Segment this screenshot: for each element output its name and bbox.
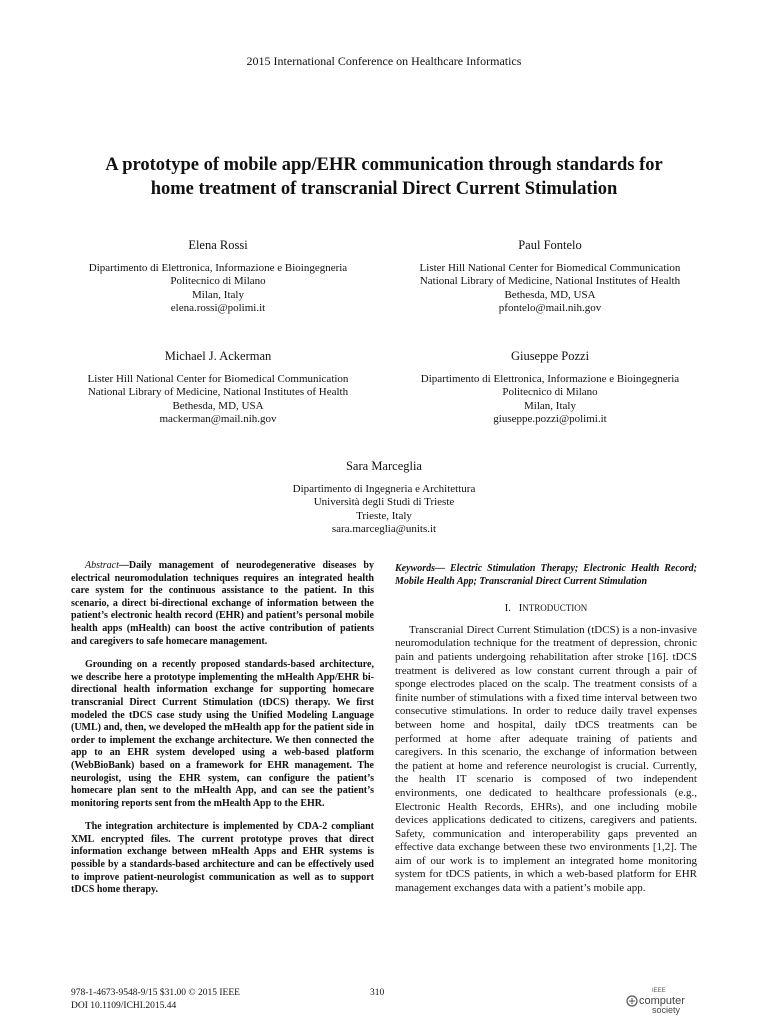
abstract-paragraph: The integration architecture is implemented by CDA-2 compliant XML encrypted files. The current prototype proves that direct information exchange between mHealth Apps and EHR systems is possible by a standards-based architecture and can be effectively used to improve patient-neurologist communication as well as to support tDCS home therapy.	[71, 821, 374, 896]
author-affiliation: Dipartimento di Elettronica, Informazione e Bioingegneria	[420, 372, 680, 385]
paper-title	[60, 153, 708, 201]
author-name: Elena Rossi	[188, 238, 248, 252]
author-name: Giuseppe Pozzi	[510, 349, 590, 363]
conference-header: 2015 International Conference on Healthcare Informatics	[246, 54, 522, 68]
svg-text:IEEE: IEEE	[652, 988, 666, 994]
ieee-computer-society-logo	[626, 985, 706, 1015]
abstract-text: —Daily management of neurodegenerative diseases by electrical neuromodulation techniques requires an integrated health care system for the continuous assistance to the patient. In this scenario, a direct bi-directional exchange of information between the patient’s electronic health record (EHR) and patient’s personal mobile health apps (mHealth) can boost the active contribution of patients and caregivers to safe homecare management.	[71, 560, 374, 647]
svg-text:computer: computer	[639, 995, 685, 1007]
isbn-line: 978-1-4673-9548-9/15 $31.00 © 2015 IEEE	[71, 988, 240, 998]
author-block	[390, 239, 710, 316]
author-location: Milan, Italy	[524, 399, 576, 412]
author-email: elena.rossi@polimi.it	[170, 302, 266, 315]
author-block	[390, 350, 710, 427]
author-email: giuseppe.pozzi@polimi.it	[493, 413, 607, 426]
page-number: 310	[370, 988, 385, 998]
intro-paragraph: Transcranial Direct Current Stimulation (tDCS) is a non-invasive neuromodulation technique for the treatment of depression, chronic pain and patients undergoing rehabilitation after stroke [16]. tDCS treatment is delivered as low constant current through a pair of sponge electrodes placed on the scalp. The treatment consists of a finite number of stimulations with a fixed time interval between two consecutive stimulations. In order to reduce daily travel expenses between home and hospital, daily tDCS treatments can be performed at home after adequate training of patients and caregivers. In this scenario, the exchange of information between the patient at home and reference neurologist is crucial. Currently, the health IT scenario is composed of two independent environments, one dedicated to healthcare professionals (e.g., Electronic Health Records, EHRs), and one including mobile devices applications dedicated to citizens, caregivers and patients. Safety, communication and interoperability gaps prevented an effective data exchange between these two environments [1,2]. The aim of our work is to implement an integrated home monitoring system for tDCS patients, in which a web-based platform for EHR management exchanges data with a patient’s mobile app.	[395, 623, 697, 895]
author-affiliation: National Library of Medicine, National Institutes of Health	[87, 386, 349, 399]
author-affiliation: Lister Hill National Center for Biomedical Communication	[87, 372, 349, 385]
author-affiliation: Università degli Studi di Trieste	[313, 496, 455, 509]
author-block	[224, 460, 544, 537]
section-heading	[395, 602, 697, 616]
section-number: I.	[504, 603, 511, 615]
section-title-rest: NTRODUCTION	[522, 603, 588, 614]
abstract-column	[71, 560, 374, 908]
footer-left	[71, 987, 240, 1012]
doi-line: DOI 10.1109/ICHI.2015.44	[71, 1000, 177, 1011]
author-affiliation: Politecnico di Milano	[170, 275, 266, 288]
svg-text:society: society	[652, 1005, 681, 1015]
keywords: Keywords— Electric Stimulation Therapy; Electronic Health Record; Mobile Health App; Transcranial Direct Current Stimulation	[395, 563, 697, 587]
author-location: Bethesda, MD, USA	[504, 288, 596, 301]
author-name: Paul Fontelo	[518, 238, 582, 252]
author-location: Trieste, Italy	[356, 509, 412, 522]
title-line-2: home treatment of transcranial Direct Current Stimulation	[150, 179, 618, 199]
author-email: sara.marceglia@units.it	[331, 523, 437, 536]
author-block	[58, 239, 378, 316]
abstract-paragraph: Grounding on a recently proposed standards-based architecture, we describe here a prototype implementing the mHealth App/EHR bi-directional health information exchange for supporting homecare transcranial Direct Current Stimulation (tDCS) therapy. We first modeled the tDCS case study using the Unified Modeling Language (UML) and, then, we developed the mHealth app for the patient side in order to implement the exchange architecture. We then connected the app to an EHR system developed using a web-based platform (WebBioBank) based on a framework for EHR management. The neurologist, using the EHR system, can configure the patient’s homecare plan sent to the mHealth App, and can see the patient’s monitoring reports sent from the mHealth App to the EHR.	[71, 659, 374, 809]
abstract-paragraph	[71, 560, 374, 648]
author-affiliation: Politecnico di Milano	[502, 386, 598, 399]
author-affiliation: Dipartimento di Elettronica, Informazione e Bioingegneria	[88, 261, 348, 274]
author-email: mackerman@mail.nih.gov	[159, 413, 277, 426]
title-line-1: A prototype of mobile app/EHR communication through standards for	[105, 155, 663, 175]
author-name: Sara Marceglia	[345, 459, 422, 473]
logo-icon	[626, 985, 706, 1015]
author-name: Michael J. Ackerman	[164, 349, 272, 363]
author-affiliation: National Library of Medicine, National Institutes of Health	[419, 275, 681, 288]
author-affiliation: Dipartimento di Ingegneria e Architettura	[292, 482, 476, 495]
author-affiliation: Lister Hill National Center for Biomedical Communication	[419, 261, 681, 274]
author-location: Bethesda, MD, USA	[172, 399, 264, 412]
author-block	[58, 350, 378, 427]
abstract-label: Abstract	[85, 560, 119, 571]
author-email: pfontelo@mail.nih.gov	[498, 302, 602, 315]
author-location: Milan, Italy	[192, 288, 244, 301]
right-column	[395, 563, 697, 896]
section-title-initial: I	[518, 603, 523, 615]
